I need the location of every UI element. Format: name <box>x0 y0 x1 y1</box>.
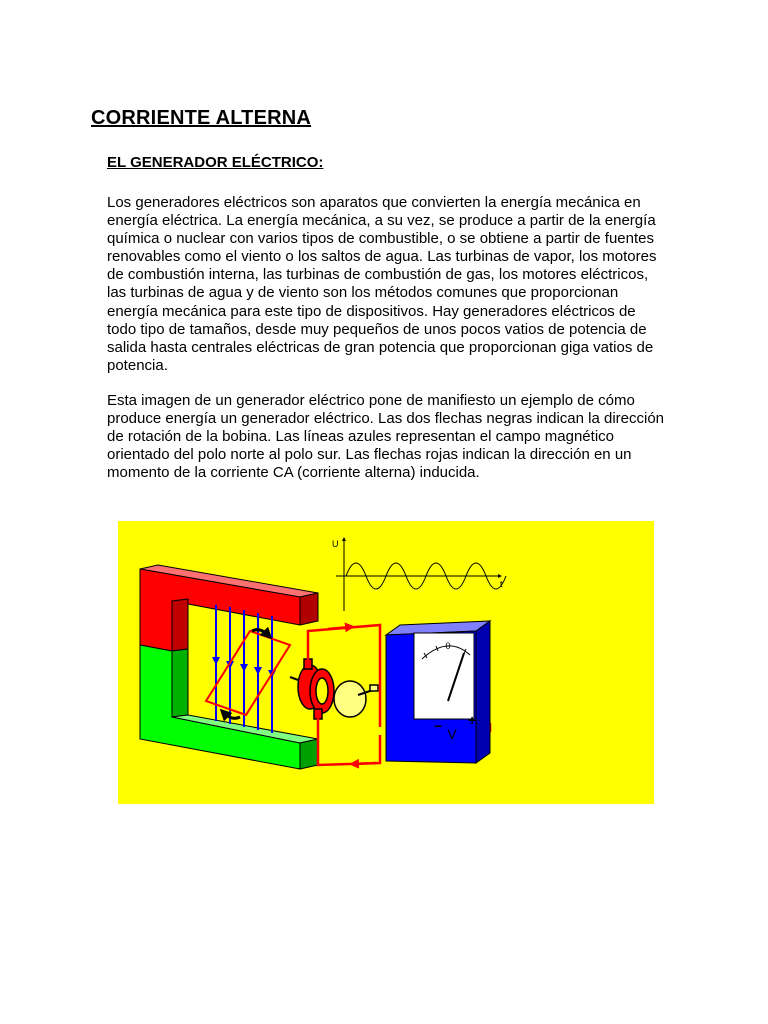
generator-illustration <box>118 521 654 804</box>
graph-axis-u-label: U <box>332 539 339 549</box>
meter-unit-label: V <box>447 726 457 742</box>
paragraph-generators: Los generadores eléctricos son aparatos que convierten la energía mecánica en energía eléctrica. La energía mecánica, a su vez, se produce a partir de la energía química o nuclear con varios tipos de combustible, o se obtiene a partir de fuentes renovables como el viento o los saltos de agua. Las turbinas de vapor, los motores de combustión interna, las turbinas de combustión de gas, los motores eléctricos, las turbinas de agua y de viento son los métodos comunes que proporcionan energía mecánica para este tipo de dispositivos. Hay generadores eléctricos de todo tipo de tamaños, desde muy pequeños de unos pocos vatios de potencia de salida hasta centrales eléctricas de gran potencia que proporcionan giga vatios de potencia. <box>107 194 657 374</box>
voltmeter <box>386 621 490 763</box>
meter-scale-zero: 0 <box>445 641 451 651</box>
paragraph-image-description: Esta imagen de un generador eléctrico pone de manifiesto un ejemplo de cómo produce energía un generador eléctrico. Las dos flechas negras indican la dirección de rotación de la bobina. Las líneas azules representan el campo magnético orientado del polo norte al polo sur. Las flechas rojas indican la dirección en un momento de la corriente CA (corriente alterna) inducida. <box>107 392 665 482</box>
meter-plus-terminal: + <box>468 712 477 728</box>
generator-diagram <box>118 521 654 804</box>
graph-axis-t-label: t <box>500 579 503 589</box>
page-title: CORRIENTE ALTERNA <box>91 107 312 129</box>
meter-minus-terminal: − <box>434 718 443 734</box>
section-heading: EL GENERADOR ELÉCTRICO: <box>107 154 324 171</box>
